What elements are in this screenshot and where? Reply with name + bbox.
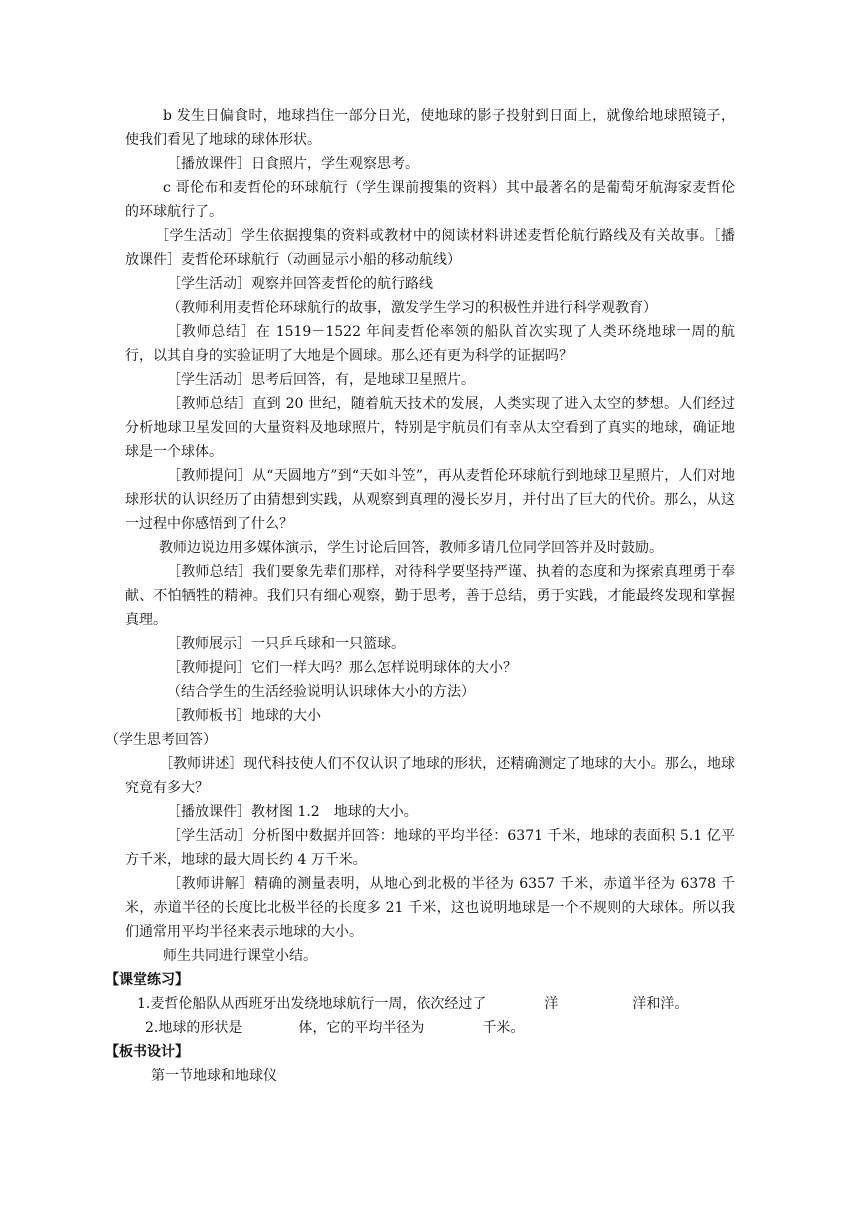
q2-text-c: 千米。 — [482, 1020, 525, 1036]
board-heading: 【板书设计】 — [105, 1044, 189, 1060]
paragraph-teacher-question-size: ［教师提问］它们一样大吗？那么怎样说明球体的大小？ — [167, 660, 517, 676]
q2-text-a: 2.地球的形状是 — [145, 1020, 243, 1036]
paragraph-solar-eclipse: b 发生日偏食时，地球挡住一部分日光，使地球的影子投射到日面上，就像给地球照镜子，使我们看见了地球的球体形状。 — [125, 108, 735, 148]
paragraph-columbus-magellan: c 哥伦布和麦哲伦的环球航行（学生课前搜集的资料）其中最著名的是葡萄牙航海家麦哲伦的环球航行了。 — [125, 180, 735, 220]
paragraph-observe-route: ［学生活动］观察并回答麦哲伦的航行路线 — [167, 276, 433, 292]
paragraph-student-think: （学生思考回答） — [105, 732, 217, 748]
practice-question-1 — [125, 992, 735, 1016]
paragraph-teacher-explain-radius: ［教师讲解］精确的测量表明，从地心到北极的半径为 6357 千米，赤道半径为 6378 千米，赤道半径的长度比北极半径的长度多 21 千米，这也说明地球是一个不规则的大球体。所以我们通常用平均半径来表示地球的大小。 — [125, 876, 735, 940]
paragraph-teacher-note: （教师利用麦哲伦环球航行的故事，激发学生学习的积极性并进行科学观教育） — [167, 300, 657, 316]
paragraph-play-eclipse-photo: ［播放课件］日食照片，学生观察思考。 — [167, 156, 419, 172]
paragraph-teacher-board-size: ［教师板书］地球的大小 — [167, 708, 321, 724]
paragraph-student-analyze-data: ［学生活动］分析图中数据并回答：地球的平均半径：6371 千米，地球的表面积 5.1 亿平方千米，地球的最大周长约 4 万千米。 — [125, 828, 735, 868]
paragraph-multimedia-demo: 教师边说边用多媒体演示，学生讨论后回答，教师多请几位同学回答并及时鼓励。 — [159, 540, 663, 556]
paragraph-teacher-summary-20th: ［教师总结］直到 20 世纪，随着航天技术的发展，人类实现了进入太空的梦想。人们经过分析地球卫星发回的大量资料及地球照片，特别是宇航员们有幸从太空看到了真实的地球，确证地球是一个球体。 — [125, 396, 735, 460]
paragraph-student-activity-route: ［学生活动］学生依据搜集的资料或教材中的阅读材料讲述麦哲伦航行路线及有关故事。［播放课件］麦哲伦环球航行（动画显示小船的移动航线） — [125, 228, 735, 268]
q1-text-c: 洋和洋。 — [632, 996, 689, 1012]
paragraph-teacher-summary-spirit: ［教师总结］我们要象先辈们那样，对待科学要坚持严谨、执着的态度和为探索真理勇于奉献、不怕牺牲的精神。我们只有细心观察，勤于思考，善于总结，勇于实践，才能最终发现和掌握真理。 — [125, 564, 735, 628]
document-body — [105, 104, 735, 1088]
paragraph-student-answer-satellite: ［学生活动］思考后回答，有，是地球卫星照片。 — [167, 372, 475, 388]
q1-text-b: 洋 — [544, 996, 559, 1012]
paragraph-life-experience: （结合学生的生活经验说明认识球体大小的方法） — [167, 684, 475, 700]
paragraph-teacher-show-balls: ［教师展示］一只乒乓球和一只篮球。 — [167, 636, 405, 652]
board-line-1: 第一节地球和地球仪 — [151, 1068, 277, 1084]
paragraph-class-summary: 师生共同进行课堂小结。 — [163, 948, 317, 964]
paragraph-play-figure-1-2: ［播放课件］教材图 1.2 地球的大小。 — [167, 804, 418, 820]
practice-question-2 — [125, 1016, 735, 1040]
q1-text-a: 1.麦哲伦船队从西班牙出发绕地球航行一周，依次经过了 — [137, 996, 487, 1012]
paragraph-teacher-question-history: ［教师提问］从“天圆地方”到“天如斗笠”，再从麦哲伦环球航行到地球卫星照片，人们对地球形状的认识经历了由猜想到实践，从观察到真理的漫长岁月，并付出了巨大的代价。那么，从这一过程中你感悟到了什么？ — [125, 468, 735, 532]
paragraph-teacher-summary-1519: ［教师总结］在 1519－1522 年间麦哲伦率领的船队首次实现了人类环绕地球一周的航行，以其自身的实验证明了大地是个圆球。那么还有更为科学的证据吗？ — [125, 324, 735, 364]
practice-heading: 【课堂练习】 — [105, 972, 189, 988]
paragraph-teacher-narrate: ［教师讲述］现代科技使人们不仅认识了地球的形状，还精确测定了地球的大小。那么，地球究竟有多大？ — [125, 756, 735, 796]
q2-text-b: 体，它的平均半径为 — [298, 1020, 425, 1036]
